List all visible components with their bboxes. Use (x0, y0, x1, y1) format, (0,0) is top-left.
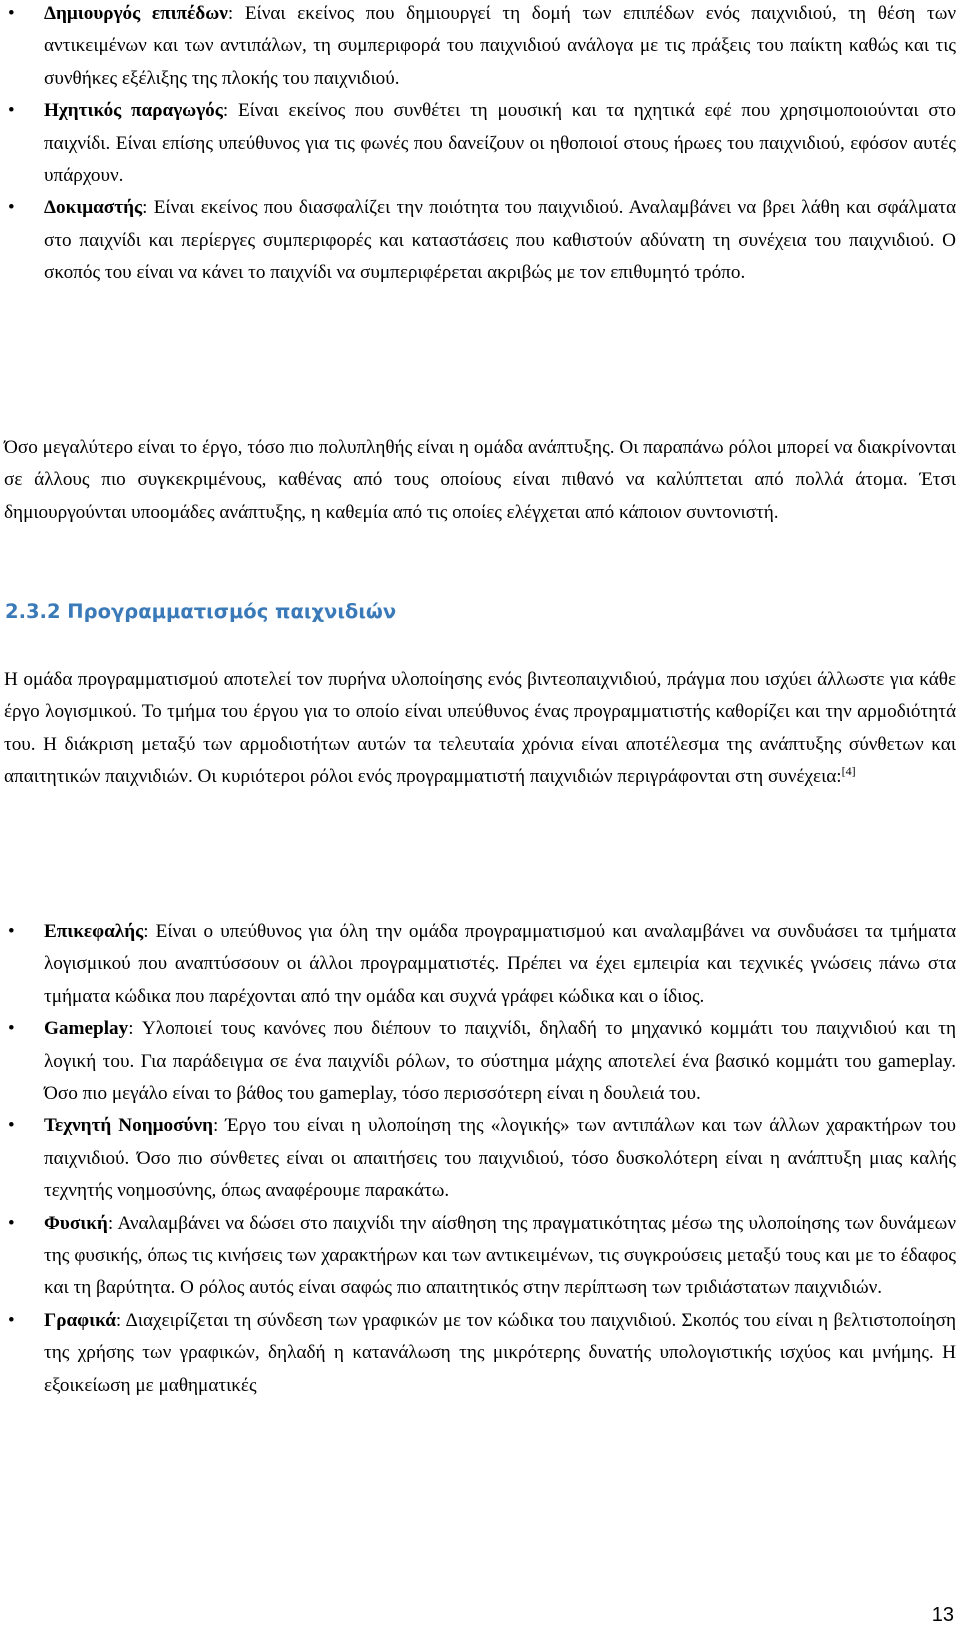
citation-ref: [4] (841, 764, 856, 779)
role-description: : Είναι εκείνος που δημιουργεί τη δομή των επιπέδων ενός παιχνιδιού, τη θέση των αντικειμένων και των αντιπάλων, τη συμπεριφορά του παιχνιδιού ανάλογα με τις πράξεις του παίκτη καθώς και τις συνθήκες εξέλιξης της πλοκής του παιχνιδιού. (44, 3, 956, 89)
role-term: Επικεφαλής (44, 921, 144, 942)
role-description: : Υλοποιεί τους κανόνες που διέπουν το παιχνίδι, δηλαδή το μηχανικό κομμάτι του παιχνιδιού και τη λογική του. Για παράδειγμα σε ένα παιχνίδι ρόλων, το σύστημα μάχης αποτελεί ένα βασικό κομμάτι του gameplay. Όσο πιο μεγάλο είναι το βάθος του gameplay, τόσο περισσότερη είναι η δουλειά του. (44, 1018, 956, 1105)
roles-list (44, 0, 956, 290)
list-item (44, 1305, 956, 1402)
role-description: : Διαχειρίζεται τη σύνδεση των γραφικών με τον κώδικα του παιχνιδιού. Σκοπός του είναι η βελτιστοποίηση της χρήσης των γραφικών, δηλαδή η κατανάλωση της μικρότερης δυνατής υπολογιστικής ισχύος και μνήμης. Η εξοικείωση με μαθηματικές (44, 1309, 956, 1396)
role-description: : Είναι εκείνος που συνθέτει τη μουσική και τα ηχητικά εφέ που χρησιμοποιούνται στο παιχνίδι. Είναι επίσης υπεύθυνος για τις φωνές που δανείζουν οι ηθοποιοί στους ήρωες του παιχνιδιού, εφόσον αυτές υπάρχουν. (44, 100, 956, 187)
list-item (44, 0, 956, 95)
team-size-paragraph: Όσο μεγαλύτερο είναι το έργο, τόσο πιο πολυπληθής είναι η ομάδα ανάπτυξης. Οι παραπάνω ρόλοι μπορεί να διακρίνονται σε άλλους πιο συγκεκριμένους, καθένας από τους οποίους είναι πιθανό να καλύπτεται από πολλά άτομα. Έτσι δημιουργούνται υποομάδες ανάπτυξης, η καθεμία από τις οποίες ελέγχεται από κάποιον συντονιστή. (4, 437, 956, 523)
role-description: : Είναι ο υπεύθυνος για όλη την ομάδα προγραμματισμού και αναλαμβάνει να συνδυάσει τα τμήματα λογισμικού που αναπτύσσουν οι άλλοι προγραμματιστές. Πρέπει να έχει εμπειρία και τεχνικές γνώσεις πάνω στα τμήματα κώδικα που παρέχονται από την ομάδα και συχνά γράφει κώδικα και ο ίδιος. (44, 921, 956, 1007)
section-heading: 2.3.2 Προγραμματισμός παιχνιδιών (5, 600, 397, 623)
role-term: Δημιουργός επιπέδων (44, 3, 228, 24)
role-description: : Αναλαμβάνει να δώσει στο παιχνίδι την αίσθηση της πραγματικότητας μέσω της υλοποίησης των δυνάμεων της φυσικής, όπως τις κινήσεις των χαρακτήρων και των αντικειμένων, τις συγκρούσεις μεταξύ τους και με το έδαφος και τη βαρύτητα. Ο ρόλος αυτός είναι σαφώς πιο απαιτητικός στην περίπτωση των τριδιάστατων παιχνιδιών. (44, 1212, 956, 1299)
list-item (44, 1208, 956, 1305)
list-item (44, 1110, 956, 1207)
programming-intro-paragraph (4, 664, 956, 794)
list-item (44, 1013, 956, 1110)
list-item (44, 192, 956, 289)
programmer-roles-list (44, 916, 956, 1402)
role-term: Φυσική (44, 1212, 108, 1234)
role-description: : Είναι εκείνος που διασφαλίζει την ποιότητα του παιχνιδιού. Αναλαμβάνει να βρει λάθη και σφάλματα στο παιχνίδι και περίεργες συμπεριφορές και καταστάσεις που καθιστούν αδύνατη τη συνέχεια του παιχνιδιού. Ο σκοπός του είναι να κάνει το παιχνίδι να συμπεριφέρεται ακριβώς με τον επιθυμητό τρόπο. (44, 197, 956, 284)
role-term: Γραφικά (44, 1309, 116, 1331)
role-term: Τεχνητή Νοημοσύνη (44, 1115, 213, 1137)
page-number: 13 (931, 1604, 954, 1626)
role-term: Ηχητικός παραγωγός (44, 100, 223, 122)
role-term: Gameplay (44, 1018, 129, 1040)
list-item (44, 916, 956, 1013)
list-item (44, 95, 956, 192)
role-term: Δοκιμαστής (44, 197, 143, 219)
role-description: : Έργο του είναι η υλοποίηση της «λογικής» των αντιπάλων και των άλλων χαρακτήρων του παιχνιδιού. Όσο πιο σύνθετες είναι οι απαιτήσεις του παιχνιδιού, τόσο δυσκολότερη είναι η ανάπτυξη μιας καλής τεχνητής νοημοσύνης, όπως αναφέρουμε παρακάτω. (44, 1115, 956, 1202)
paragraph-text: Η ομάδα προγραμματισμού αποτελεί τον πυρήνα υλοποίησης ενός βιντεοπαιχνιδιού, πράγμα που ισχύει άλλωστε για κάθε έργο λογισμικού. Το τμήμα του έργου για το οποίο είναι υπεύθυνος ένας προγραμματιστής καθορίζει και την αρμοδιότητά του. Η διάκριση μεταξύ των αρμοδιοτήτων αυτών τα τελευταία χρόνια είναι αποτέλεσμα της ανάπτυξης σύνθετων και απαιτητικών παιχνιδιών. Οι κυριότεροι ρόλοι ενός προγραμματιστή παιχνιδιών περιγράφονται στη συνέχεια: (4, 669, 956, 788)
